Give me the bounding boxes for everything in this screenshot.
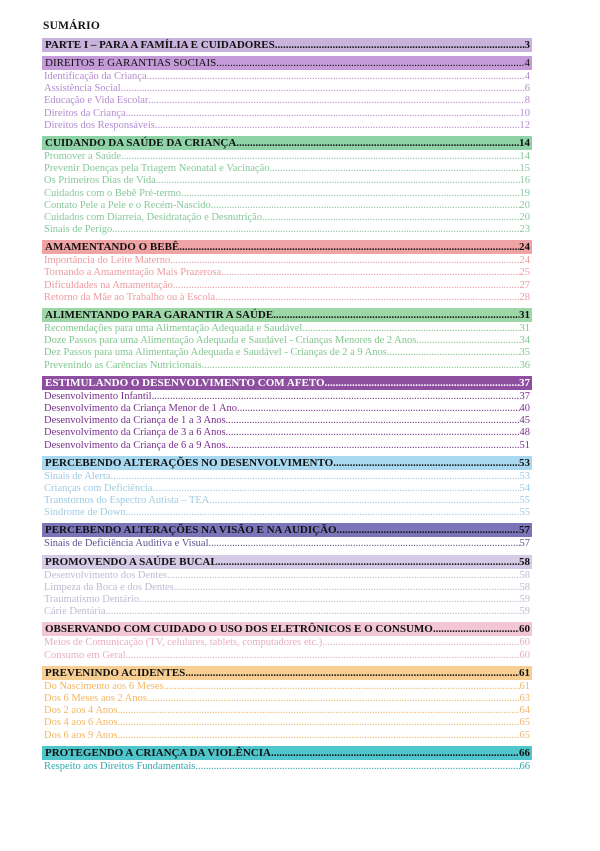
dot-leader	[202, 360, 520, 372]
toc-entry-page-number: 58	[519, 581, 530, 593]
section-heading-label: PARTE I – PARA A FAMÍLIA E CUIDADORES	[45, 39, 275, 51]
dot-leader	[433, 622, 519, 636]
toc-entry-page-number: 12	[519, 119, 530, 131]
toc-entry-page-number: 45	[519, 415, 530, 427]
toc-entry[interactable]	[42, 151, 532, 163]
toc-entry[interactable]	[42, 347, 532, 359]
section-items	[42, 537, 532, 550]
section-page-number: 61	[519, 666, 530, 679]
toc-entry-label: Cuidados com Diarreia, Desidratação e Desnutrição	[44, 211, 263, 223]
dot-leader	[118, 730, 520, 742]
toc-entry-label: Tornando a Amamentação Mais Prazerosa	[44, 267, 222, 279]
toc-entry-label: Desenvolvimento dos Dentes	[44, 569, 168, 581]
section-heading-label: CUIDANDO DA SAÚDE DA CRIANÇA	[45, 136, 237, 149]
toc-entry-page-number: 14	[519, 150, 530, 162]
dot-leader	[156, 175, 520, 187]
toc-entry-label: Desenvolvimento da Criança de 6 a 9 Anos	[44, 439, 226, 451]
dot-leader	[209, 495, 519, 507]
section-heading[interactable]	[42, 666, 532, 680]
toc-entry-label: Educação e Vida Escolar	[44, 95, 149, 107]
section-page-number: 24	[519, 241, 530, 254]
toc-entry[interactable]	[42, 730, 532, 742]
toc-entry-label: Traumatismo Dentário	[44, 594, 139, 605]
toc-section	[42, 746, 532, 773]
toc-entry-label: Sinais de Deficiência Auditiva e Visual	[44, 538, 209, 550]
toc-entry-page-number: 15	[519, 163, 530, 175]
toc-entry[interactable]	[42, 570, 532, 582]
dot-leader	[164, 681, 520, 693]
dot-leader	[152, 391, 520, 403]
toc-entry-label: Identificação da Criança	[44, 71, 147, 82]
toc-entry[interactable]	[42, 224, 532, 236]
toc-entry-label: Prevenindo as Carências Nutricionais	[44, 359, 202, 371]
section-heading-label: PERCEBENDO ALTERAÇÕES NA VISÃO E NA AUDIÇÃO	[45, 524, 337, 537]
dot-leader	[185, 666, 519, 680]
toc-entry-label: Recomendações para uma Alimentação Adequada e Saudável	[44, 323, 303, 334]
toc-section	[42, 376, 532, 452]
toc-entry-page-number: 61	[519, 680, 530, 692]
section-page-number: 14	[519, 136, 530, 149]
dot-leader	[237, 403, 519, 415]
dot-leader	[236, 136, 519, 150]
toc-entry[interactable]	[42, 650, 532, 662]
toc-section	[42, 308, 532, 372]
dot-leader	[271, 746, 519, 760]
page-title: SUMÁRIO	[43, 20, 100, 32]
toc-entry-label: Direitos da Criança	[44, 107, 126, 119]
toc-entry[interactable]	[42, 427, 532, 439]
section-heading[interactable]	[42, 136, 532, 150]
dot-leader	[118, 717, 520, 729]
toc-entry-page-number: 54	[519, 482, 530, 494]
toc-entry[interactable]	[42, 335, 532, 347]
toc-entry-label: Retorno da Mãe ao Trabalho ou à Escola	[44, 291, 216, 303]
toc-entry-label: Síndrome de Down	[44, 507, 126, 519]
toc-entry[interactable]	[42, 163, 532, 175]
toc-entry-label: Desenvolvimento da Criança Menor de 1 Ano	[44, 402, 238, 414]
section-heading[interactable]	[42, 523, 532, 537]
toc-section	[42, 38, 532, 52]
toc-entry-page-number: 60	[519, 637, 530, 649]
toc-entry-page-number: 60	[519, 649, 530, 661]
toc-entry-label: Cuidados com o Bebê Pré-termo	[44, 187, 182, 199]
dot-leader	[170, 255, 519, 267]
toc-entry-label: Sinais de Alerta	[44, 470, 111, 482]
toc-entry-label: Os Primeiros Dias de Vida	[44, 175, 156, 187]
toc-section	[42, 240, 532, 304]
section-page-number: 37	[519, 376, 530, 389]
toc-section	[42, 56, 532, 132]
section-items	[42, 569, 532, 619]
toc-entry[interactable]	[42, 323, 532, 335]
section-items	[42, 390, 532, 452]
toc-entry-page-number: 31	[519, 323, 530, 334]
dot-leader	[273, 308, 519, 322]
toc-entry-page-number: 25	[519, 267, 530, 279]
dot-leader	[121, 83, 525, 95]
toc-entry-page-number: 24	[519, 255, 530, 267]
toc-entry-page-number: 65	[519, 717, 530, 729]
toc-entry[interactable]	[42, 108, 532, 120]
dot-leader	[216, 56, 524, 70]
toc-section	[42, 456, 532, 520]
section-page-number: 53	[519, 456, 530, 469]
toc-entry[interactable]	[42, 582, 532, 594]
section-heading-label: PERCEBENDO ALTERAÇÕES NO DESENVOLVIMENTO	[45, 456, 334, 469]
toc-entry-label: Contato Pele a Pele e o Recém-Nascido	[44, 199, 211, 211]
toc-entry-page-number: 57	[519, 538, 530, 550]
toc-entry-page-number: 19	[519, 187, 530, 199]
toc-entry-page-number: 53	[519, 470, 530, 482]
dot-leader	[218, 555, 519, 569]
toc-list	[42, 38, 532, 773]
section-page-number: 4	[524, 57, 530, 69]
toc-entry-label: Sinais de Perigo	[44, 224, 113, 236]
toc-entry-label: Dos 4 aos 6 Anos	[44, 717, 118, 729]
dot-leader	[173, 280, 520, 292]
toc-entry-label: Cárie Dentária	[44, 606, 106, 618]
toc-entry[interactable]	[42, 292, 532, 304]
dot-leader	[333, 456, 519, 470]
toc-entry-label: Meios de Comunicação (TV, celulares, tablets, computadores etc.)	[44, 637, 323, 649]
toc-entry-page-number: 34	[519, 335, 530, 347]
toc-entry[interactable]	[42, 507, 532, 519]
dot-leader	[147, 71, 525, 83]
toc-section	[42, 555, 532, 619]
dot-leader	[221, 267, 519, 279]
dot-leader	[181, 188, 519, 200]
toc-entry-label: Consumo em Geral	[44, 649, 126, 661]
dot-leader	[179, 240, 519, 254]
toc-entry-page-number: 27	[519, 279, 530, 291]
toc-entry[interactable]	[42, 188, 532, 200]
dot-leader	[226, 415, 520, 427]
section-heading-label: DIREITOS E GARANTIAS SOCIAIS	[45, 57, 217, 69]
dot-leader	[152, 483, 519, 495]
toc-entry-page-number: 16	[519, 175, 530, 187]
toc-entry-label: Desenvolvimento Infantil	[44, 390, 152, 402]
section-heading[interactable]	[42, 456, 532, 470]
toc-entry-page-number: 64	[519, 705, 530, 717]
section-heading-label: AMAMENTANDO O BEBÊ	[45, 241, 180, 254]
dot-leader	[302, 323, 519, 335]
toc-entry-label: Assistência Social	[44, 83, 121, 95]
section-heading-label: ALIMENTANDO PARA GARANTIR A SAÚDE	[45, 309, 274, 321]
toc-entry-page-number: 20	[519, 199, 530, 211]
toc-entry[interactable]	[42, 391, 532, 403]
dot-leader	[209, 538, 520, 550]
section-heading[interactable]	[42, 746, 532, 760]
section-items	[42, 150, 532, 236]
toc-entry[interactable]	[42, 538, 532, 550]
toc-entry[interactable]	[42, 83, 532, 95]
toc-entry-page-number: 65	[519, 729, 530, 741]
dot-leader	[174, 582, 520, 594]
section-page-number: 60	[519, 623, 530, 636]
toc-entry[interactable]	[42, 267, 532, 279]
toc-entry-page-number: 40	[519, 402, 530, 414]
toc-entry[interactable]	[42, 212, 532, 224]
toc-entry-page-number: 66	[519, 760, 530, 772]
toc-entry-label: Dez Passos para uma Alimentação Adequada e Saudável - Crianças de 2 a 9 Anos	[44, 347, 387, 359]
toc-entry-label: Importância do Leite Materno	[44, 255, 171, 267]
section-heading-label: ESTIMULANDO O DESENVOLVIMENTO COM AFETO	[45, 376, 325, 389]
toc-entry-page-number: 35	[519, 347, 530, 359]
dot-leader	[211, 200, 520, 212]
section-heading-label: PROMOVENDO A SAÚDE BUCAL	[45, 555, 218, 568]
section-page-number: 58	[519, 555, 530, 568]
toc-entry[interactable]	[42, 761, 532, 773]
dot-leader	[111, 471, 520, 483]
section-page-number: 66	[519, 746, 530, 759]
toc-entry[interactable]	[42, 606, 532, 618]
toc-entry[interactable]	[42, 440, 532, 452]
dot-leader	[337, 523, 519, 537]
toc-entry-page-number: 20	[519, 211, 530, 223]
toc-entry[interactable]	[42, 471, 532, 483]
section-heading[interactable]	[42, 38, 532, 52]
section-heading[interactable]	[42, 308, 532, 322]
section-items	[42, 70, 532, 132]
toc-entry-label: Prevenir Doenças pela Triagem Neonatal e Vacinação	[44, 163, 270, 175]
toc-entry-label: Respeito aos Direitos Fundamentais	[44, 760, 196, 772]
toc-entry-label: Dos 6 aos 9 Anos	[44, 729, 118, 741]
toc-entry-label: Crianças com Deficiência	[44, 482, 153, 494]
dot-leader	[226, 440, 520, 452]
dot-leader	[275, 38, 525, 52]
toc-entry-label: Direitos dos Responsáveis	[44, 119, 155, 131]
toc-entry[interactable]	[42, 360, 532, 372]
section-items	[42, 760, 532, 773]
toc-entry-label: Transtornos do Espectro Autista – TEA	[44, 495, 210, 507]
section-heading[interactable]	[42, 56, 532, 70]
dot-leader	[325, 376, 519, 390]
toc-entry-page-number: 4	[524, 71, 530, 82]
toc-entry-page-number: 59	[519, 594, 530, 605]
section-heading-label: PREVENINDO ACIDENTES	[45, 666, 186, 679]
dot-leader	[106, 606, 520, 618]
toc-entry[interactable]	[42, 594, 532, 606]
section-heading[interactable]	[42, 240, 532, 254]
dot-leader	[121, 151, 520, 163]
toc-entry-label: Limpeza da Boca e dos Dentes	[44, 581, 174, 593]
toc-entry[interactable]	[42, 681, 532, 693]
toc-entry-page-number: 55	[519, 507, 530, 519]
dot-leader	[148, 95, 524, 107]
section-page-number: 57	[519, 524, 530, 537]
dot-leader	[195, 761, 519, 773]
section-items	[42, 254, 532, 304]
dot-leader	[322, 637, 519, 649]
toc-section	[42, 622, 532, 661]
toc-entry-page-number: 23	[519, 224, 530, 236]
section-items	[42, 470, 532, 520]
toc-entry-page-number: 51	[519, 439, 530, 451]
dot-leader	[126, 108, 520, 120]
toc-entry[interactable]	[42, 255, 532, 267]
toc-entry-label: Dos 2 aos 4 Anos	[44, 705, 118, 717]
toc-entry-page-number: 8	[524, 95, 530, 107]
toc-entry[interactable]	[42, 120, 532, 132]
section-heading-label: PROTEGENDO A CRIANÇA DA VIOLÊNCIA	[45, 746, 271, 759]
toc-section	[42, 523, 532, 550]
toc-entry-page-number: 55	[519, 495, 530, 507]
dot-leader	[112, 224, 519, 236]
section-items	[42, 322, 532, 372]
toc-entry-page-number: 37	[519, 390, 530, 402]
toc-entry-page-number: 48	[519, 427, 530, 439]
toc-entry[interactable]	[42, 280, 532, 292]
toc-entry[interactable]	[42, 71, 532, 83]
section-heading-label: OBSERVANDO COM CUIDADO O USO DOS ELETRÔNICOS E O CONSUMO	[45, 623, 433, 636]
toc-entry-page-number: 10	[519, 107, 530, 119]
toc-entry[interactable]	[42, 693, 532, 705]
toc-entry-label: Dificuldades na Amamentação	[44, 279, 173, 291]
toc-entry[interactable]	[42, 495, 532, 507]
toc-entry[interactable]	[42, 705, 532, 717]
toc-entry-label: Doze Passos para uma Alimentação Adequada e Saudável - Crianças Menores de 2 Anos	[44, 335, 417, 347]
toc-entry-page-number: 6	[524, 83, 530, 95]
toc-entry-label: Desenvolvimento da Criança de 1 a 3 Anos	[44, 415, 226, 427]
toc-entry[interactable]	[42, 717, 532, 729]
section-heading[interactable]	[42, 376, 532, 390]
dot-leader	[416, 335, 519, 347]
toc-entry[interactable]	[42, 637, 532, 649]
dot-leader	[139, 594, 520, 606]
dot-leader	[126, 650, 520, 662]
toc-entry-label: Promover a Saúde	[44, 150, 121, 162]
toc-entry-page-number: 36	[519, 359, 530, 371]
dot-leader	[126, 507, 520, 519]
table-of-contents	[42, 20, 532, 777]
toc-entry[interactable]	[42, 415, 532, 427]
section-heading[interactable]	[42, 555, 532, 569]
dot-leader	[262, 212, 519, 224]
dot-leader	[269, 163, 519, 175]
section-items	[42, 680, 532, 742]
toc-entry[interactable]	[42, 95, 532, 107]
toc-entry-label: Dos 6 Meses aos 2 Anos	[44, 692, 147, 704]
toc-entry-page-number: 28	[519, 291, 530, 303]
toc-entry-page-number: 58	[519, 569, 530, 581]
section-heading[interactable]	[42, 622, 532, 636]
toc-entry-label: Do Nascimento aos 6 Meses	[44, 680, 164, 692]
dot-leader	[155, 120, 520, 132]
section-items	[42, 636, 532, 661]
toc-entry-page-number: 59	[519, 606, 530, 618]
dot-leader	[147, 693, 520, 705]
section-page-number: 31	[519, 309, 530, 321]
dot-leader	[167, 570, 519, 582]
toc-entry[interactable]	[42, 403, 532, 415]
dot-leader	[118, 705, 520, 717]
section-page-number: 3	[524, 39, 530, 51]
dot-leader	[215, 292, 519, 304]
dot-leader	[226, 427, 520, 439]
toc-entry[interactable]	[42, 175, 532, 187]
toc-entry[interactable]	[42, 200, 532, 212]
toc-entry-label: Desenvolvimento da Criança de 3 a 6 Anos	[44, 427, 226, 439]
toc-entry-page-number: 63	[519, 692, 530, 704]
toc-section	[42, 136, 532, 236]
dot-leader	[387, 347, 520, 359]
toc-section	[42, 666, 532, 742]
toc-entry[interactable]	[42, 483, 532, 495]
